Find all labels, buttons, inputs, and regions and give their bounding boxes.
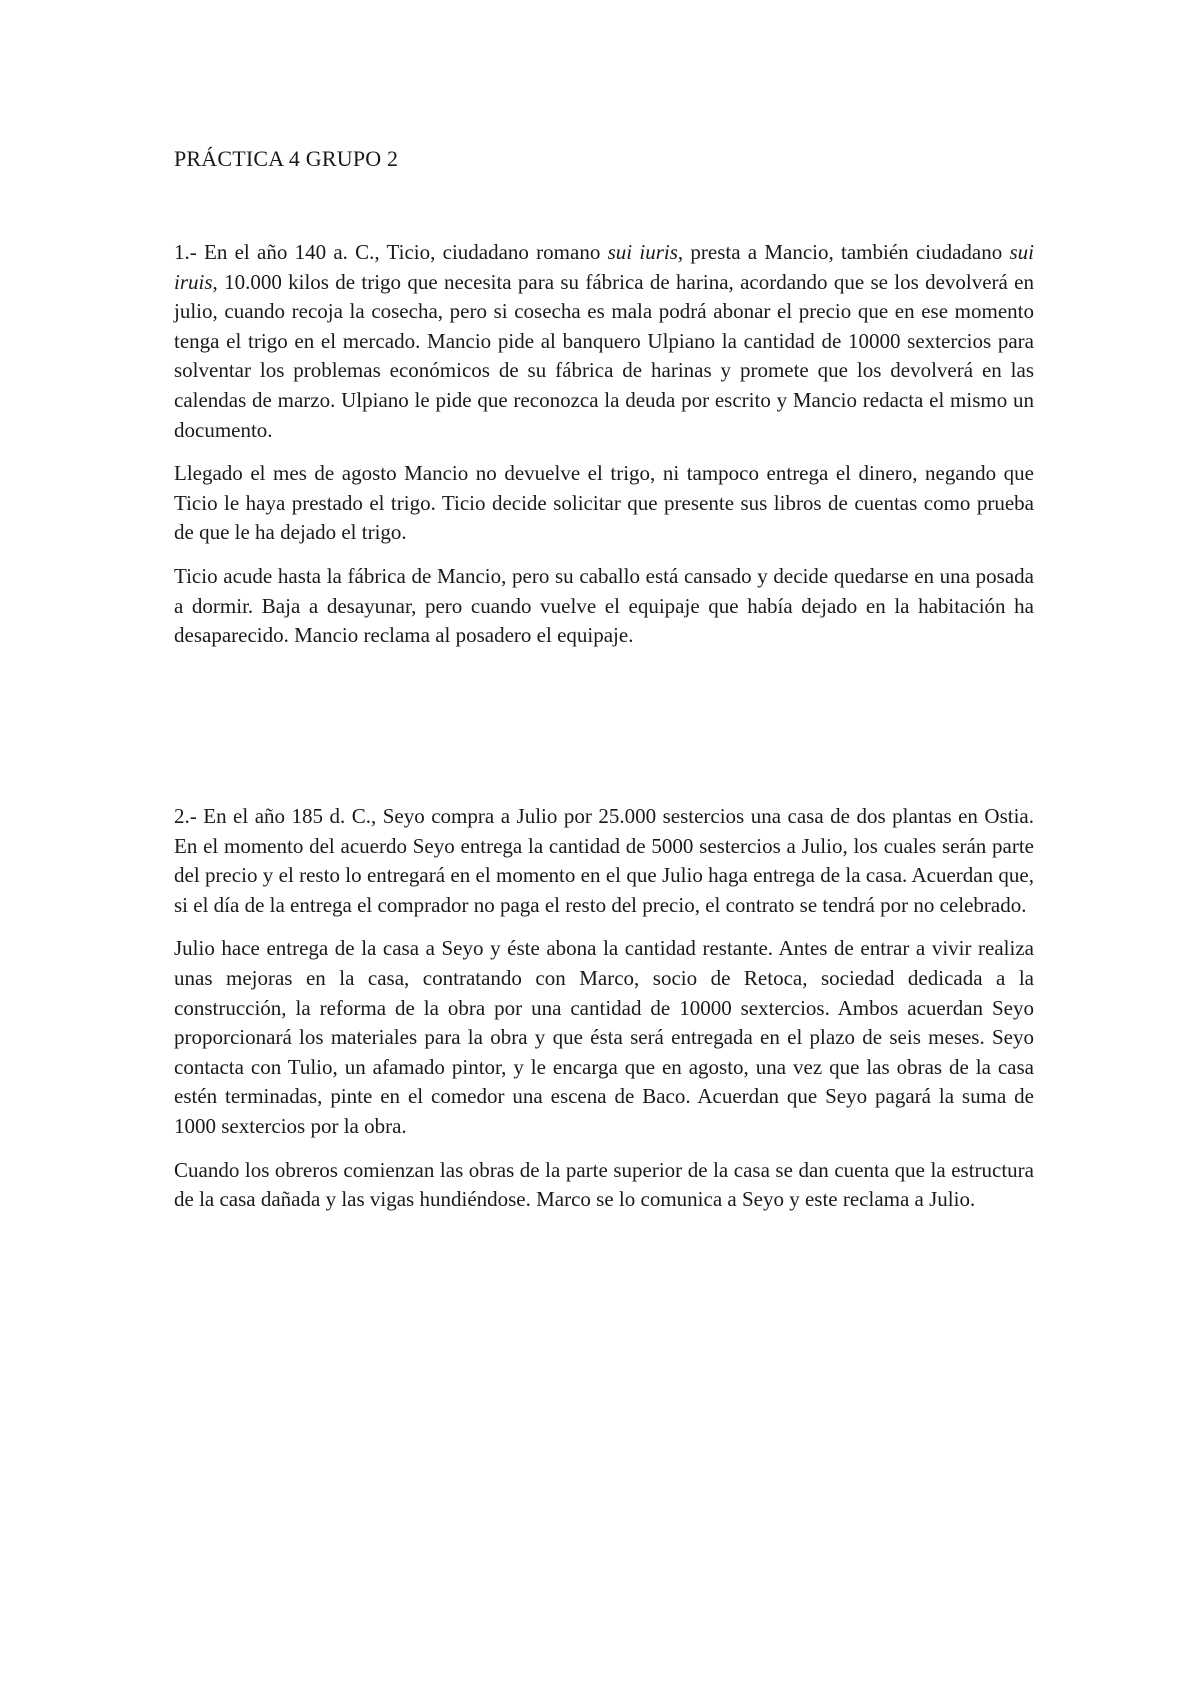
case-1-paragraph-1 [174, 238, 1034, 445]
latin-term-sui-iruis: sui iruis [174, 240, 1034, 294]
case-1-section [174, 238, 1034, 665]
case-2-section [174, 802, 1034, 1229]
document-title: PRÁCTICA 4 GRUPO 2 [174, 146, 399, 171]
latin-term-sui-iuris: sui iuris [607, 240, 678, 264]
case-2-paragraph-1: 2.- En el año 185 d. C., Seyo compra a Julio por 25.000 sestercios una casa de dos plantas en Ostia. En el momento del acuerdo Seyo entrega la cantidad de 5000 sestercios a Julio, los cuales serán parte del precio y el resto lo entregará en el momento en el que Julio haga entrega de la casa. Acuerdan que, si el día de la entrega el comprador no paga el resto del precio, el contrato se tendrá por no celebrado. [174, 804, 1034, 917]
case-1-paragraph-2: Llegado el mes de agosto Mancio no devuelve el trigo, ni tampoco entrega el dinero, negando que Ticio le haya prestado el trigo. Ticio decide solicitar que presente sus libros de cuentas como prueba de que le ha dejado el trigo. [174, 461, 1034, 545]
case-2-paragraph-3: Cuando los obreros comienzan las obras de la parte superior de la casa se dan cuenta que la estructura de la casa dañada y las vigas hundiéndose. Marco se lo comunica a Seyo y este reclama a Julio. [174, 1157, 1034, 1212]
case-1-paragraph-3: Ticio acude hasta la fábrica de Mancio, pero su caballo está cansado y decide quedarse en una posada a dormir. Baja a desayunar, pero cuando vuelve el equipaje que había dejado en la habitación ha desaparecido. Mancio reclama al posadero el equipaje. [174, 563, 1034, 648]
case-1-p1-text-c: , 10.000 kilos de trigo que necesita para su fábrica de harina, acordando que se los devolverá en julio, cuando recoja la cosecha, pero si cosecha es mala podrá abonar el precio que en ese momento tenga el trigo en el mercado. Mancio pide al banquero Ulpiano la cantidad de 10000 sextercios para solventar los problemas económicos de su fábrica de harinas y promete que los devolverá en las calendas de marzo. Ulpiano le pide que reconozca la deuda por escrito y Mancio redacta el mismo un documento. [174, 269, 1034, 442]
case-1-p1-text-a: 1.- En el año 140 a. C., Ticio, ciudadano romano [174, 240, 608, 264]
case-2-paragraph-2: Julio hace entrega de la casa a Seyo y éste abona la cantidad restante. Antes de entrar a vivir realiza unas mejoras en la casa, contratando con Marco, socio de Retoca, sociedad dedicada a la construcción, la reforma de la obra por una cantidad de 10000 sextercios. Ambos acuerdan Seyo proporcionará los materiales para la obra y que ésta será entregada en el plazo de seis meses. Seyo contacta con Tulio, un afamado pintor, y le encarga que en agosto, una vez que las obras de la casa estén terminadas, pinte en el comedor una escena de Baco. Acuerdan que Seyo pagará la suma de 1000 sextercios por la obra. [174, 936, 1034, 1138]
case-1-p1-text-b: , presta a Mancio, también ciudadano [677, 240, 1010, 264]
